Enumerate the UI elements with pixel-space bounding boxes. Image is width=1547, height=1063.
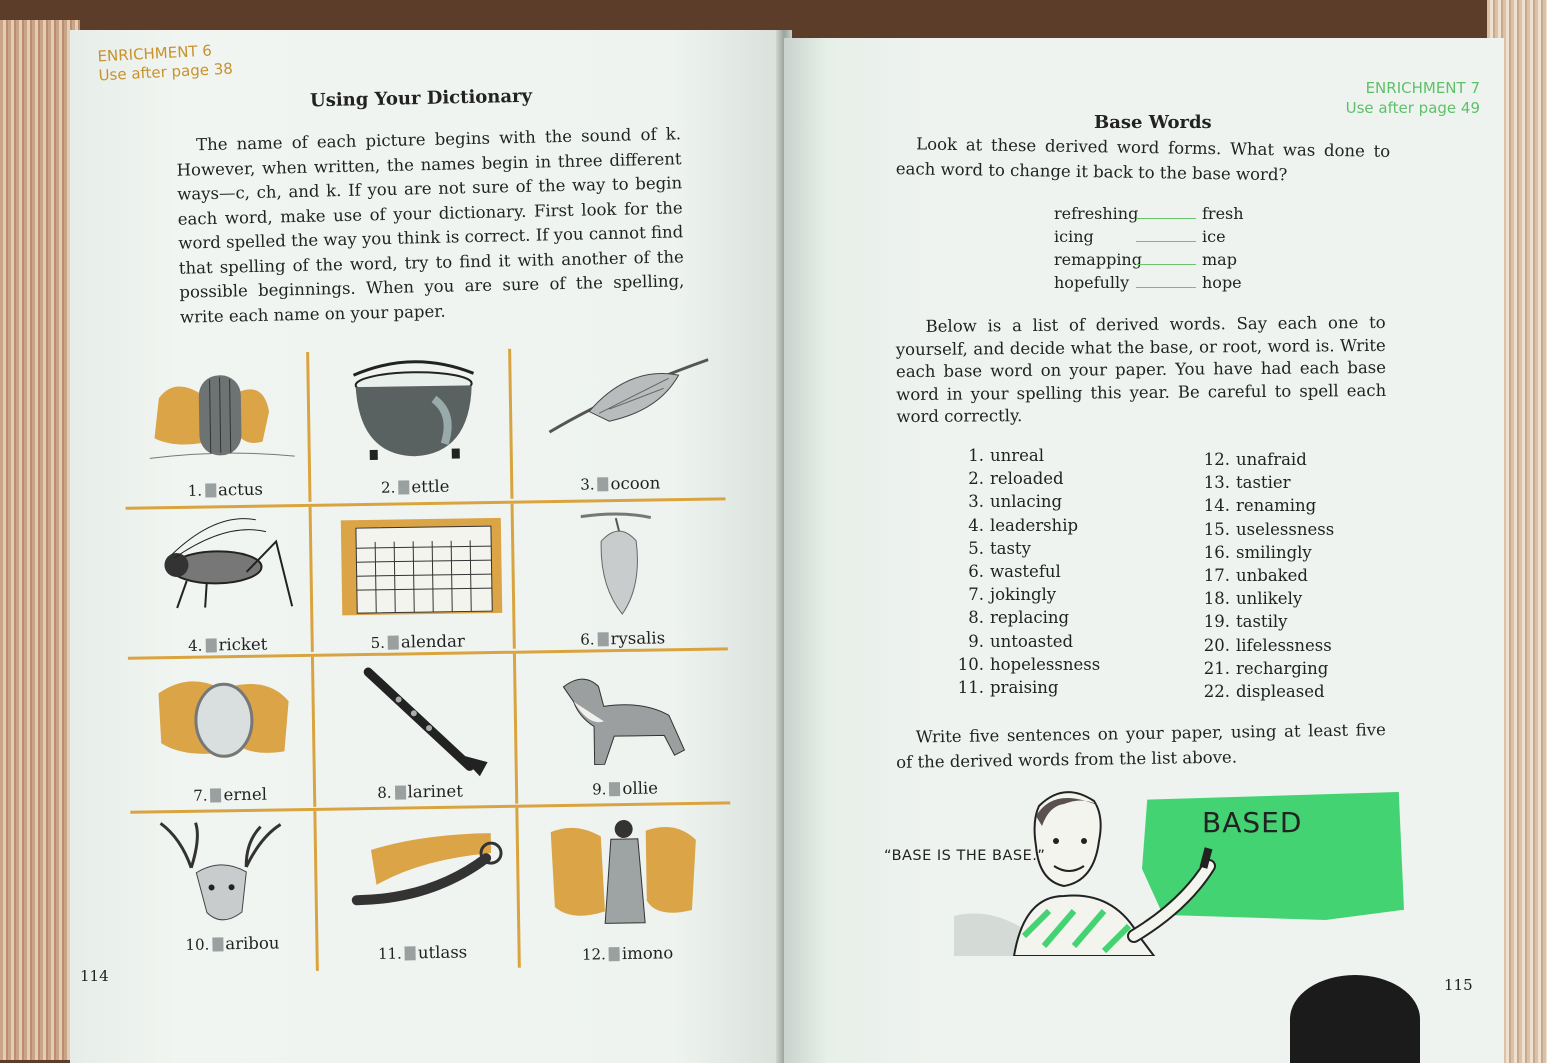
list-item: 15. uselessness (1203, 519, 1335, 539)
item-number: 8. (377, 783, 392, 802)
item-number: 10. (185, 935, 210, 954)
page-number: 114 (80, 967, 109, 985)
picture-item-12 (525, 805, 727, 968)
blank-box (212, 937, 223, 951)
book-left-edge (0, 20, 80, 1060)
item-number: 5. (370, 633, 386, 652)
list-item: 9. untoasted (968, 631, 1074, 651)
dash-line (1136, 287, 1196, 288)
item-word: utlass (417, 942, 468, 963)
caribou-icon (150, 816, 312, 933)
blank-box (210, 788, 221, 802)
quote-caption: “BASE IS THE BASE.” (884, 848, 1046, 864)
picture-item-7 (128, 657, 330, 810)
page-title: Using Your Dictionary (309, 85, 533, 112)
blank-box (205, 483, 216, 497)
list-item: 14. renaming (1203, 496, 1317, 516)
item-number: 9. (591, 780, 607, 799)
blank-box (398, 480, 409, 494)
picture-item-9 (523, 650, 725, 803)
derived-word: hopefully (1054, 273, 1130, 292)
derived-word: icing (1054, 227, 1094, 246)
list-item: 1. unreal (968, 446, 1045, 465)
item-word: larinet (407, 781, 464, 802)
picture-item-10 (130, 812, 332, 975)
page-number: 115 (1444, 976, 1473, 994)
item-number: 11. (377, 944, 403, 963)
list-item: 11. praising (957, 678, 1059, 698)
item-word: ettle (411, 476, 450, 497)
item-word: ollie (622, 778, 659, 799)
item-word: ocoon (610, 473, 661, 494)
base-word: ice (1202, 227, 1226, 246)
item-number: 3. (580, 475, 595, 494)
enrichment-label: ENRICHMENT 6 (97, 41, 213, 66)
use-after-label: Use after page 38 (98, 59, 234, 85)
list-item: 19. tastily (1203, 612, 1288, 632)
item-number: 6. (580, 630, 595, 649)
list-item: 22. displeased (1203, 682, 1325, 702)
blank-box (609, 782, 620, 796)
item-number: 4. (188, 636, 203, 655)
item-number: 7. (193, 786, 208, 805)
page-title: Base Words (1094, 112, 1212, 133)
intro-paragraph: Look at these derived word forms. What was done to each word to change it back to the base word? (895, 134, 1391, 184)
enrichment-header-left (97, 41, 233, 86)
instructions-paragraph: Below is a list of derived words. Say each one to yourself, and decide what the base, or root, word is. Write each base word on your paper. You have had each base word in your spelling this year. Be careful to spell each word correctly. (895, 312, 1387, 427)
kettle-icon (333, 353, 495, 465)
dash-line (1136, 241, 1196, 242)
right-page (784, 38, 1504, 1063)
cricket-icon (146, 511, 308, 623)
boy-illustration (954, 786, 1244, 956)
word-pair-row (1054, 225, 1244, 248)
picture-item-8 (318, 654, 520, 807)
enrichment-label: ENRICHMENT 7 (1365, 79, 1480, 97)
enrichment-header-right (1346, 78, 1480, 118)
picture-item-6 (521, 500, 723, 653)
closing-paragraph: Write five sentences on your paper, using at least five of the derived words from the list above. (896, 720, 1386, 772)
list-item: 17. unbaked (1203, 566, 1308, 586)
derived-word: refreshing (1054, 204, 1139, 223)
word-pair-row (1054, 248, 1244, 271)
item-number: 2. (380, 478, 396, 497)
list-item: 12. unafraid (1203, 450, 1307, 469)
list-item: 6. wasteful (968, 562, 1061, 582)
picture-item-11 (320, 809, 522, 972)
cactus-icon (143, 356, 305, 468)
dash-line (1136, 264, 1196, 265)
list-item: 13. tastier (1203, 473, 1291, 493)
derived-word-list-col2 (1200, 448, 1334, 703)
base-word: fresh (1202, 204, 1244, 223)
blank-box (597, 477, 608, 491)
list-item: 18. unlikely (1203, 589, 1303, 609)
list-item: 20. lifelessness (1203, 635, 1332, 655)
list-item: 21. recharging (1203, 658, 1329, 678)
picture-item-3 (518, 345, 720, 498)
item-number: 1. (187, 481, 203, 500)
base-word: map (1202, 250, 1237, 269)
blank-box (388, 636, 399, 650)
dash-line (1136, 218, 1196, 219)
list-item: 2. reloaded (968, 469, 1064, 489)
thumb-shadow (1290, 975, 1420, 1063)
blank-box (205, 638, 216, 652)
picture-item-4 (126, 507, 328, 660)
item-word: alendar (400, 631, 465, 652)
blank-box (405, 946, 416, 960)
item-word: rysalis (610, 628, 666, 649)
blank-box (609, 947, 620, 961)
list-item: 3. unlacing (968, 492, 1063, 512)
item-word: imono (621, 943, 674, 964)
blank-box (597, 632, 608, 646)
clarinet-icon (338, 658, 500, 780)
list-item: 7. jokingly (968, 585, 1057, 605)
calendar-icon (336, 508, 508, 626)
base-word: hope (1202, 273, 1242, 292)
picture-item-5 (316, 504, 518, 657)
chrysalis-icon (541, 505, 703, 617)
list-item: 10. hopelessness (957, 654, 1101, 674)
left-page (70, 30, 782, 1063)
word-pairs (1054, 202, 1244, 294)
kernel-icon (148, 661, 310, 773)
use-after-label: Use after page 49 (1345, 99, 1480, 117)
collie-icon (543, 655, 705, 772)
instructions-paragraph: The name of each picture begins with the sound of k. However, when written, the names begin in three different ways—c, ch, and k. If you are not sure of the way to begin each word, make use of your dictionary. First look for the word spelled the way you think is correct. If you cannot find that spelling of the word, try to find it with another of the possible beginnings. When you are sure of the spelling, write each name on your paper. (176, 124, 685, 327)
picture-grid (123, 345, 743, 975)
list-item: 16. smilingly (1203, 542, 1312, 562)
word-pair-row (1054, 202, 1244, 225)
item-word: ernel (223, 784, 268, 805)
derived-word: remapping (1054, 250, 1142, 269)
list-item: 8. replacing (968, 608, 1070, 628)
list-item: 4. leadership (968, 515, 1079, 535)
chalkboard-text: BASED (1202, 806, 1303, 839)
word-pair-row (1054, 271, 1244, 294)
picture-item-1 (123, 352, 325, 505)
item-word: aribou (225, 933, 280, 954)
kimono-icon (545, 810, 707, 932)
item-word: ricket (218, 634, 268, 655)
blank-box (394, 785, 405, 799)
derived-word-list-col1 (954, 444, 1100, 699)
item-word: actus (217, 479, 264, 500)
item-number: 12. (581, 945, 607, 964)
cutlass-icon (340, 813, 512, 931)
picture-item-2 (313, 349, 515, 502)
cocoon-icon (538, 350, 710, 463)
list-item: 5. tasty (968, 538, 1031, 558)
